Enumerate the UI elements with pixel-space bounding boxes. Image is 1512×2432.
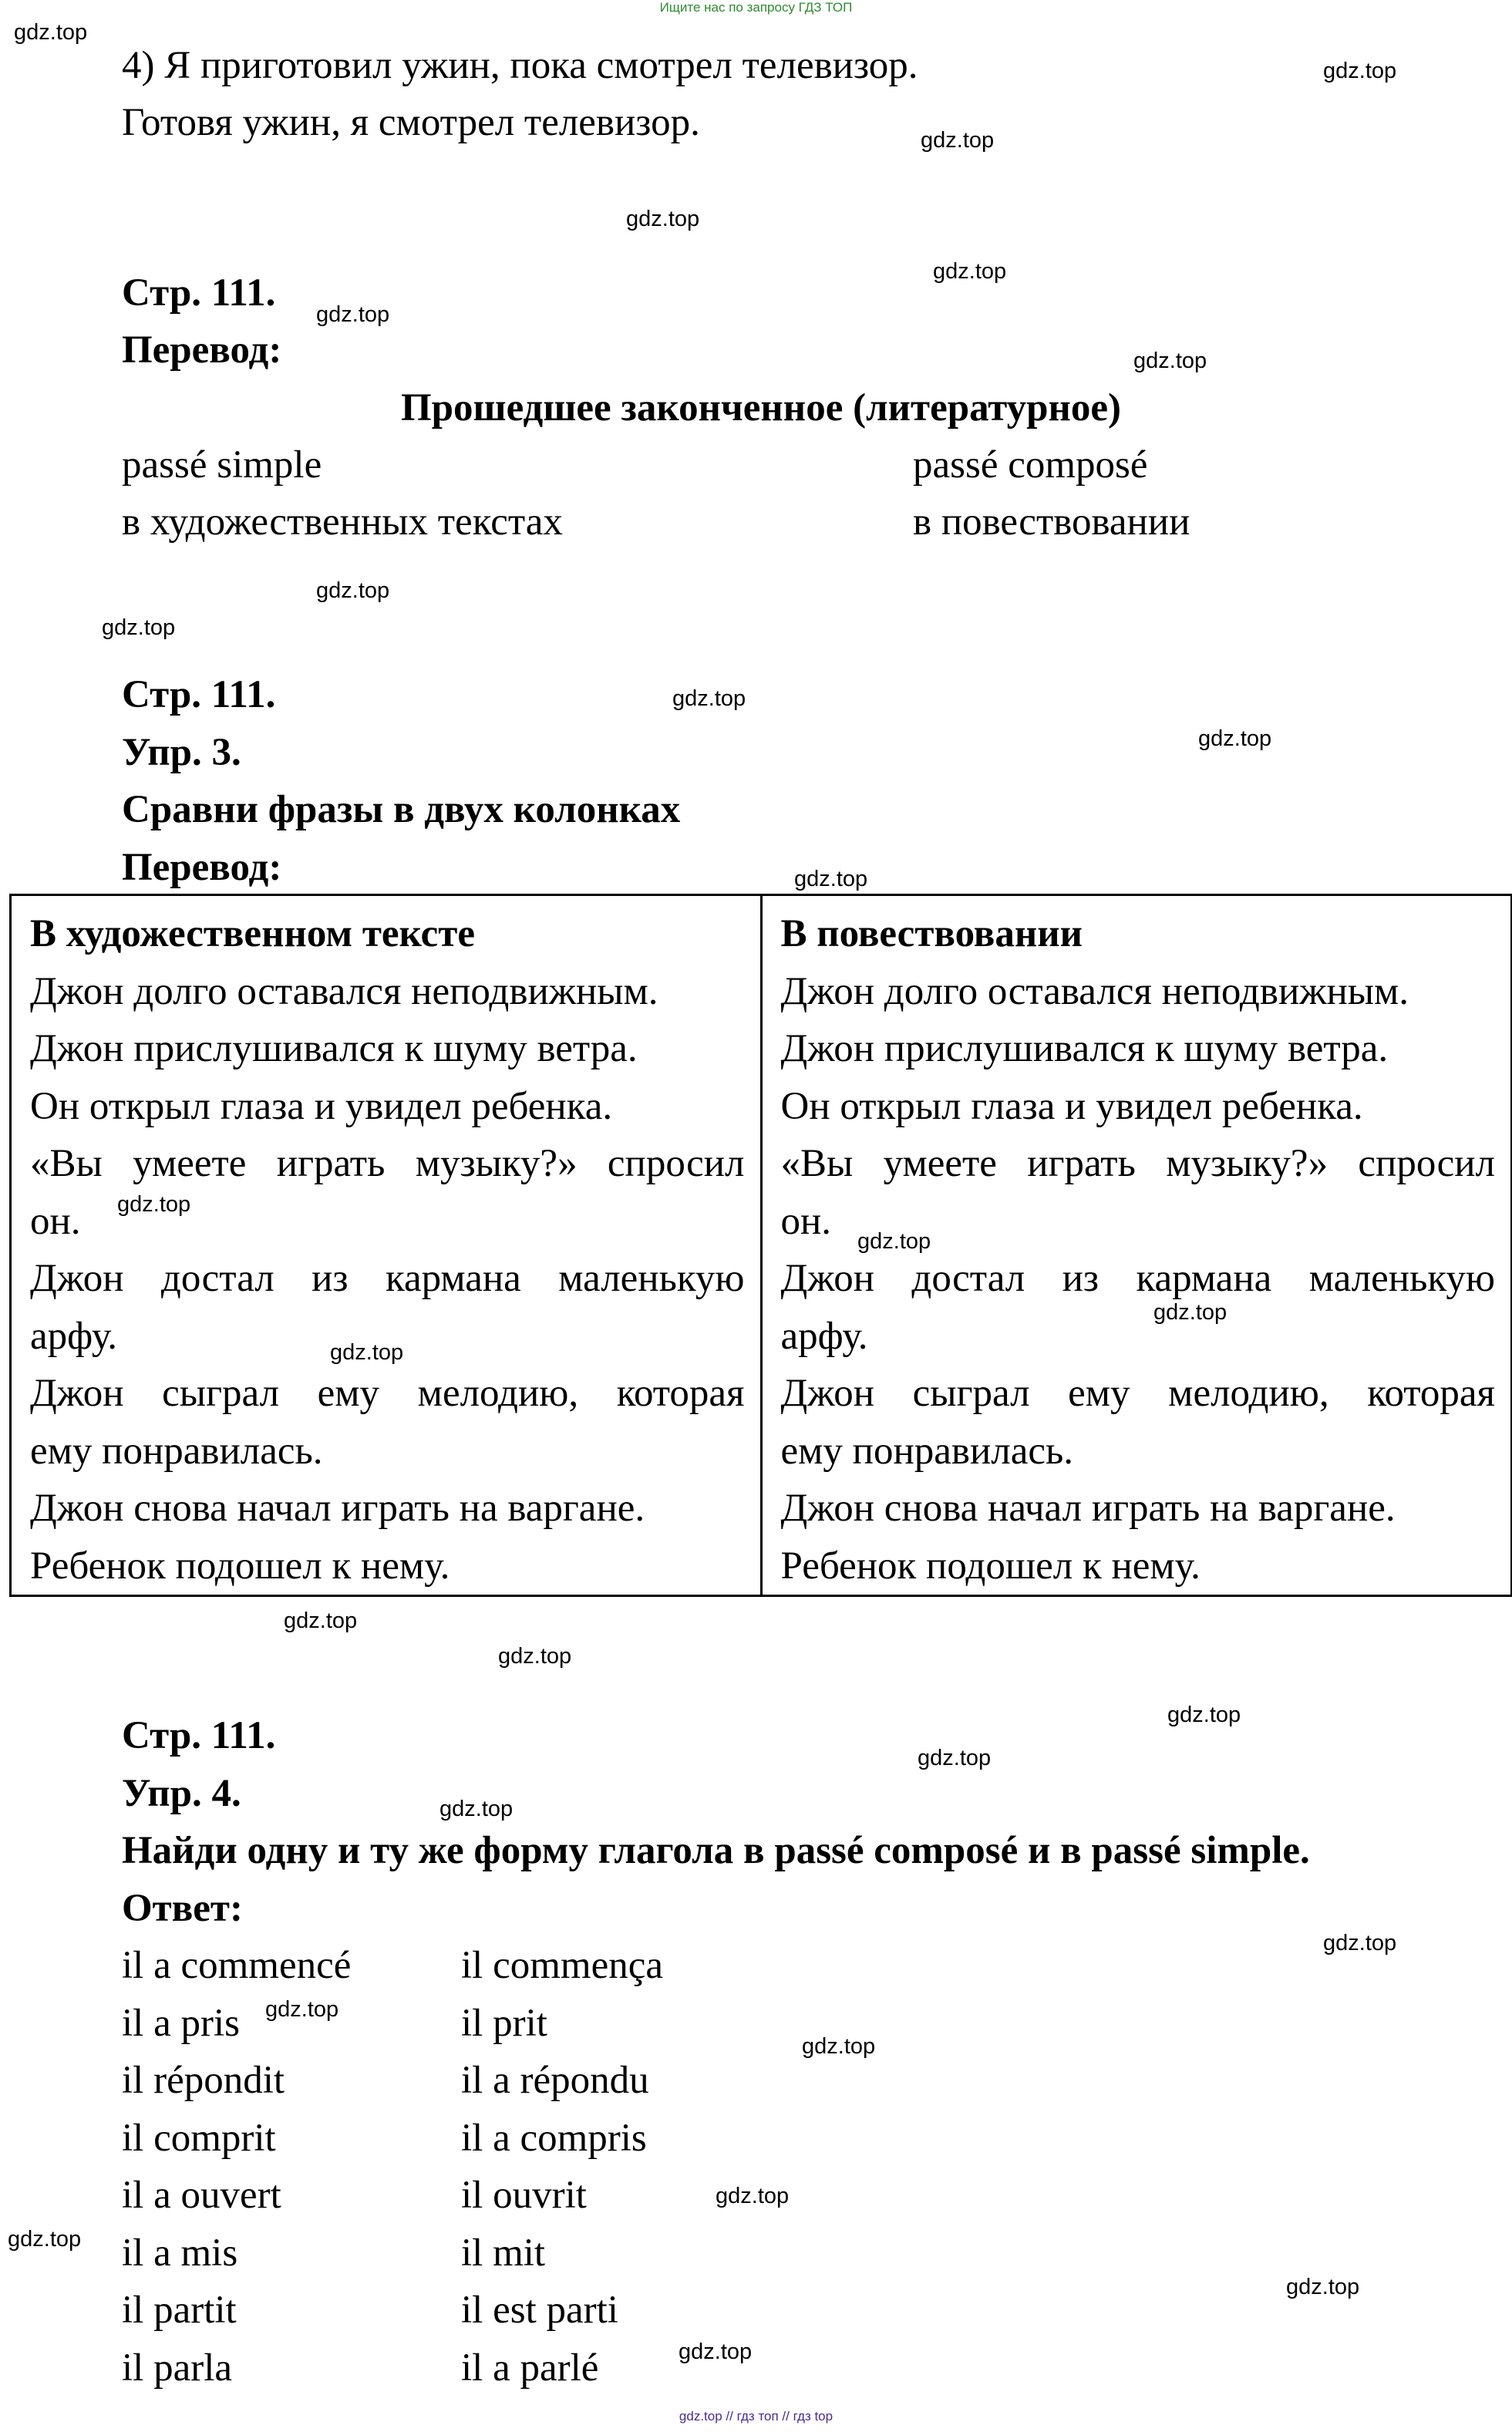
left-line: Джон долго оставался неподвижным. [30,969,658,1013]
section1-translation-label: Перевод: [122,328,282,372]
watermark: gdz.top [794,867,868,891]
watermark: gdz.top [933,259,1007,284]
right-line: Он открыл глаза и увидел ребенка. [780,1084,1363,1128]
verb-pair-row [122,2110,663,2168]
watermark: gdz.top [716,2184,790,2208]
passe-compose-form: il a parlé [461,2346,599,2390]
right-line: Джон снова начал играть на варгане. [780,1487,1396,1530]
right-line: Джон достал из кармана маленькую [780,1257,1495,1300]
watermark: gdz.top [802,2034,876,2059]
left-line: Джон сыграл ему мелодию, которая [30,1372,745,1415]
section3-exercise: Упр. 4. [122,1772,241,1815]
verb-pairs-table [122,1937,663,2397]
watermark: gdz.top [1323,1931,1397,1955]
passe-simple-form: il commença [461,1944,663,1987]
watermark: gdz.top [316,578,390,603]
section1-right-term: passé composé [913,443,1148,487]
section1-left-use: в художественных текстах [122,500,563,544]
watermark: gdz.top [1323,59,1397,83]
header-note: Ищите нас по запросу ГДЗ ТОП [659,0,853,15]
verb-pair-row [122,2167,663,2225]
passe-simple-form: il mit [461,2231,546,2275]
section3-task: Найди одну и ту же форму глагола в passé composé и в passé simple. [122,1829,1310,1872]
passe-compose-form: il a compris [461,2116,647,2160]
section1-left-term: passé simple [122,443,322,487]
watermark: gdz.top [8,2227,82,2252]
watermark: gdz.top [439,1797,514,1821]
intro-line-1: 4) Я приготовил ужин, пока смотрел телевизор. [122,44,918,87]
watermark: gdz.top [1153,1300,1227,1325]
footer-note: gdz.top // гдз топ // гдз top [679,2409,833,2424]
section1-right-use: в повествовании [913,500,1190,544]
verb-pair-row [122,2339,663,2397]
passe-compose-form: il a commencé [122,1944,352,1987]
left-line: арфу. [30,1314,118,1358]
verb-pair-row [122,1995,663,2053]
section2-task: Сравни фразы в двух колонках [122,788,681,831]
watermark: gdz.top [1286,2275,1360,2299]
watermark: gdz.top [1167,1703,1241,1727]
verb-pair-row [122,2225,663,2282]
comparison-table [9,894,1512,1597]
passe-simple-form: il prit [461,2001,547,2045]
section1-heading: Прошедшее законченное (литературное) [401,386,1122,429]
right-line: Ребенок подошел к нему. [780,1544,1201,1588]
watermark: gdz.top [117,1192,191,1217]
passe-simple-form: il partit [122,2289,237,2332]
watermark: gdz.top [330,1340,404,1365]
passe-simple-form: il ouvrit [461,2174,587,2217]
section2-exercise: Упр. 3. [122,731,241,774]
right-line: Джон сыграл ему мелодию, которая [780,1372,1495,1415]
left-line: Джон прислушивался к шуму ветра. [30,1027,638,1070]
section2-translation-label: Перевод: [122,846,282,889]
intro-line-2: Готовя ужин, я смотрел телевизор. [122,101,700,144]
watermark: gdz.top [626,207,700,231]
left-line: Ребенок подошел к нему. [30,1544,450,1588]
passe-compose-form: il a mis [122,2231,238,2275]
section3-page: Стр. 111. [122,1714,276,1757]
watermark: gdz.top [498,1644,572,1669]
watermark: gdz.top [284,1608,358,1633]
right-column-header: В повествовании [780,912,1083,955]
watermark: gdz.top [1133,349,1207,373]
watermark: gdz.top [857,1229,931,1254]
left-column-header: В художественном тексте [30,912,475,955]
passe-simple-form: il parla [122,2346,233,2390]
left-line: он. [30,1199,81,1243]
section3-answer-label: Ответ: [122,1887,243,1930]
watermark: gdz.top [921,128,995,153]
right-line: Джон долго оставался неподвижным. [780,969,1409,1013]
left-line: ему понравилась. [30,1429,323,1473]
right-line: «Вы умеете играть музыку?» спросил [780,1142,1495,1185]
watermark: gdz.top [918,1746,992,1770]
watermark: gdz.top [265,1997,339,2022]
passe-compose-form: il a ouvert [122,2174,281,2217]
watermark: gdz.top [102,615,176,640]
verb-pair-row [122,2052,663,2110]
verb-pair-row [122,1937,663,1995]
watermark: gdz.top [316,302,390,327]
section2-page: Стр. 111. [122,673,276,716]
passe-simple-form: il répondit [122,2059,285,2102]
passe-compose-form: il a répondu [461,2059,649,2102]
left-line: Джон достал из кармана маленькую [30,1257,745,1300]
section1-page: Стр. 111. [122,271,276,315]
verb-pair-row [122,2282,663,2339]
watermark: gdz.top [679,2339,753,2364]
left-line: «Вы умеете играть музыку?» спросил [30,1142,745,1185]
passe-simple-form: il comprit [122,2116,276,2160]
left-line: Он открыл глаза и увидел ребенка. [30,1084,613,1128]
watermark: gdz.top [14,20,88,45]
left-line: Джон снова начал играть на варгане. [30,1487,645,1530]
right-line: ему понравилась. [780,1429,1073,1473]
watermark: gdz.top [672,686,746,711]
watermark: gdz.top [1198,726,1272,751]
left-column [11,895,762,1596]
right-line: Джон прислушивался к шуму ветра. [780,1027,1389,1070]
right-line: арфу. [780,1314,868,1358]
right-line: он. [780,1199,832,1243]
passe-compose-form: il est parti [461,2289,618,2332]
passe-compose-form: il a pris [122,2001,240,2045]
